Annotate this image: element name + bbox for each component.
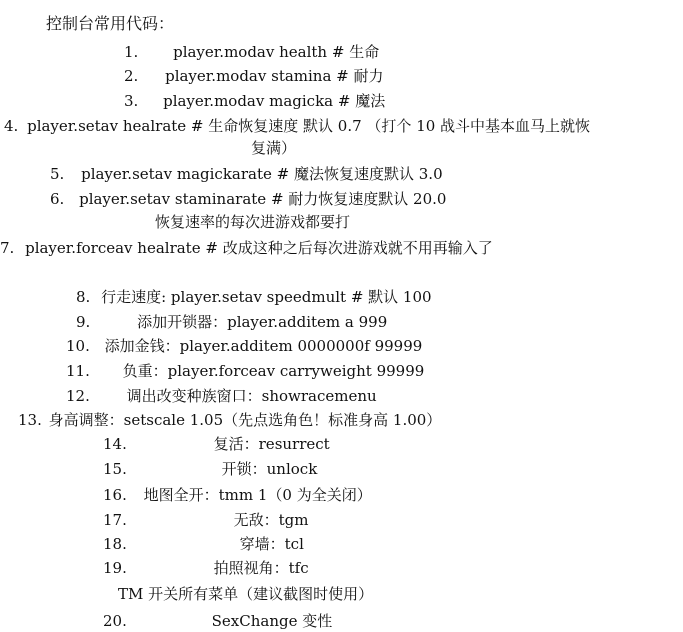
note-line: [155, 212, 350, 232]
list-item: [76, 287, 432, 307]
item-text: 调出改变种族窗口：showracemenu: [126, 387, 377, 405]
item-number: 2.: [124, 67, 139, 85]
list-item: [50, 189, 446, 209]
list-item: [124, 42, 379, 62]
item-text: player.setav magickarate # 魔法恢复速度默认 3.0: [81, 165, 443, 183]
note-line: [118, 584, 373, 604]
item-number: 4.: [4, 117, 19, 135]
list-item: [103, 558, 309, 578]
list-item: [103, 510, 309, 530]
item-number: 18.: [103, 535, 127, 553]
item-text: 恢复速率的每次进游戏都要打: [155, 213, 351, 231]
item-number: 13.: [18, 411, 42, 429]
item-number: 7.: [0, 239, 15, 257]
list-item-continuation: [251, 138, 296, 158]
item-text: 复满）: [251, 139, 297, 157]
item-text: player.forceav healrate # 改成这种之后每次进游戏就不用再输入了: [25, 239, 493, 257]
item-number: 1.: [124, 43, 139, 61]
list-item: [18, 410, 441, 430]
item-number: 12.: [66, 387, 90, 405]
item-number: 20.: [103, 612, 127, 630]
item-number: 10.: [66, 337, 90, 355]
item-number: 3.: [124, 92, 139, 110]
item-text: 添加金钱：player.additem 0000000f 99999: [104, 337, 423, 355]
item-number: 19.: [103, 559, 127, 577]
list-item: [103, 485, 372, 505]
list-item: [4, 116, 590, 136]
item-text: player.setav healrate # 生命恢复速度 默认 0.7 （打个 10 战斗中基本血马上就恢: [27, 117, 591, 135]
item-number: 5.: [50, 165, 65, 183]
item-text: 无敌：tgm: [233, 511, 309, 529]
item-text: player.modav health # 生命: [173, 43, 380, 61]
item-number: 14.: [103, 435, 127, 453]
list-item: [66, 336, 422, 356]
list-item: [66, 386, 377, 406]
item-text: 负重：player.forceav carryweight 99999: [122, 362, 425, 380]
item-text: 复活：resurrect: [213, 435, 330, 453]
item-number: 17.: [103, 511, 127, 529]
item-text: player.modav stamina # 耐力: [165, 67, 384, 85]
item-number: 11.: [66, 362, 90, 380]
item-text: 开锁：unlock: [221, 460, 318, 478]
item-text: SexChange 变性: [211, 612, 333, 630]
item-text: 拍照视角：tfc: [213, 559, 309, 577]
item-number: 8.: [76, 288, 91, 306]
list-item: [103, 434, 330, 454]
list-item: [0, 238, 493, 258]
page-heading: 控制台常用代码：: [46, 14, 175, 33]
item-text: player.modav magicka # 魔法: [163, 92, 386, 110]
list-item: [124, 91, 385, 111]
item-text: 行走速度: player.setav speedmult # 默认 100: [101, 288, 432, 306]
item-number: 6.: [50, 190, 65, 208]
list-item: [76, 312, 387, 332]
list-item: [66, 361, 424, 381]
item-text: TM 开关所有菜单（建议截图时使用）: [118, 585, 374, 603]
list-item: [124, 66, 384, 86]
item-text: 地图全开：tmm 1（0 为全关闭）: [143, 486, 372, 504]
item-text: 身高调整：setscale 1.05（先点选角色！标准身高 1.00）: [48, 411, 442, 429]
item-text: 穿墙：tcl: [239, 535, 304, 553]
list-item: [103, 459, 317, 479]
item-text: player.setav staminarate # 耐力恢复速度默认 20.0: [79, 190, 447, 208]
item-text: 添加开锁器：player.additem a 999: [137, 313, 388, 331]
item-number: 9.: [76, 313, 91, 331]
item-number: 16.: [103, 486, 127, 504]
item-number: 15.: [103, 460, 127, 478]
list-item: [50, 164, 443, 184]
list-item: [103, 611, 332, 631]
list-item: [103, 534, 304, 554]
